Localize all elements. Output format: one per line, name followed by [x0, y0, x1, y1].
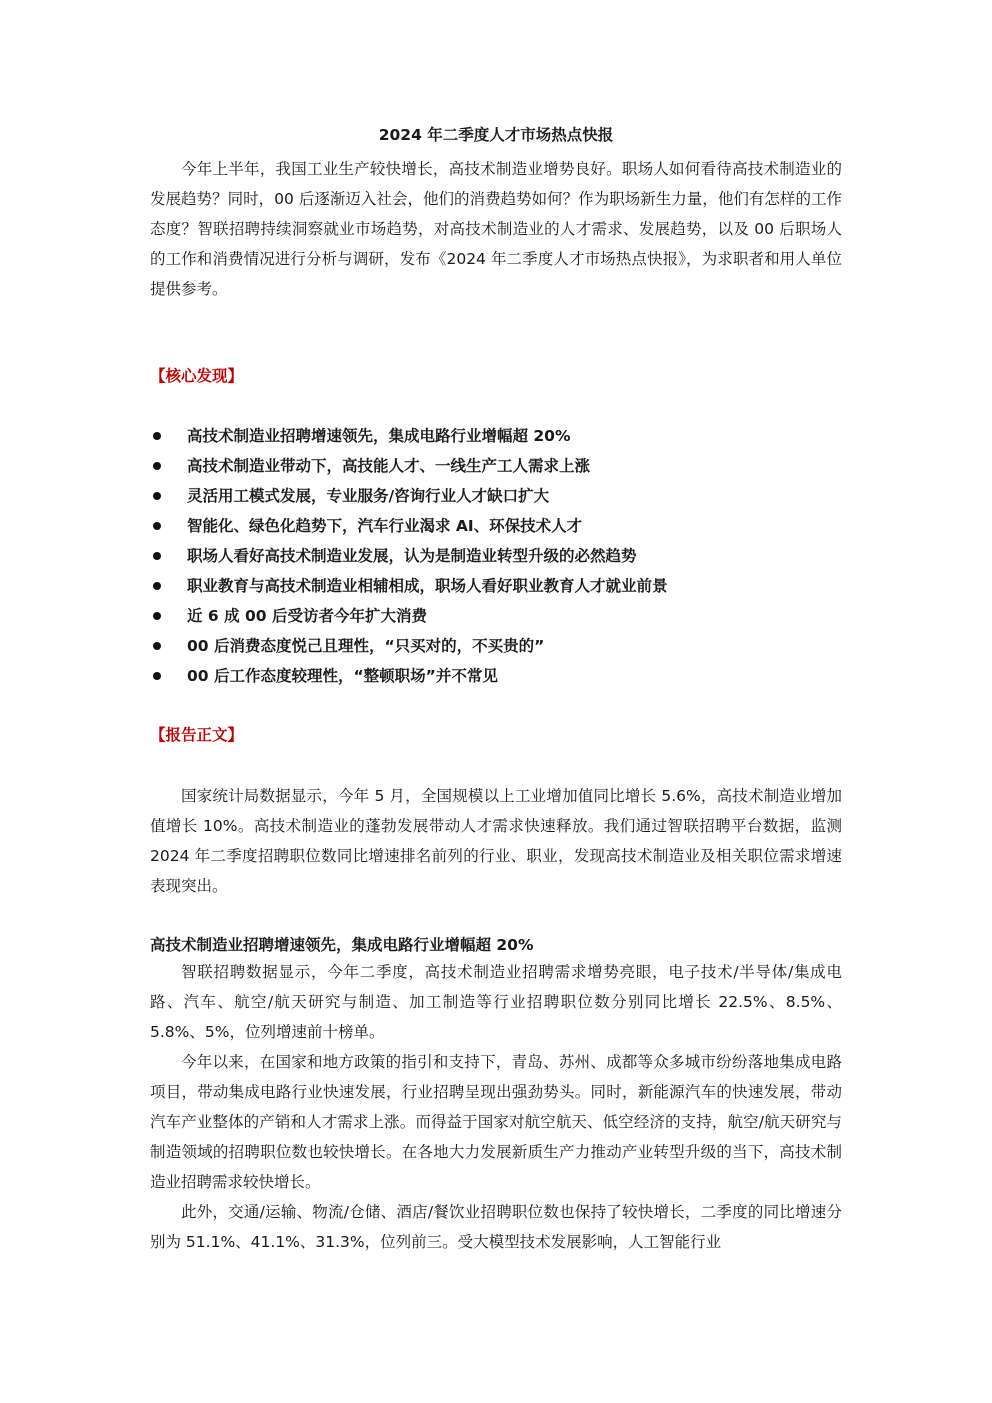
finding-item: 高技术制造业招聘增速领先，集成电路行业增幅超 20%	[150, 421, 842, 451]
bullet-icon	[153, 462, 161, 470]
body-paragraph: 今年以来，在国家和地方政策的指引和支持下，青岛、苏州、成都等众多城市纷纷落地集成电路项目，带动集成电路行业快速发展，行业招聘呈现出强劲势头。同时，新能源汽车的快速发展，带动汽车产业整体的产销和人才需求上涨。而得益于国家对航空航天、低空经济的支持，航空/航天研究与制造领域的招聘职位数也较快增长。在各地大力发展新质生产力推动产业转型升级的当下，高技术制造业招聘需求较快增长。	[150, 1053, 842, 1191]
intro-paragraph: 今年上半年，我国工业生产较快增长，高技术制造业增势良好。职场人如何看待高技术制造业的发展趋势？同时，00 后逐渐迈入社会，他们的消费趋势如何？作为职场新生力量，他们有怎样的工作态度？智联招聘持续洞察就业市场趋势，对高技术制造业的人才需求、发展趋势，以及 00 后职场人的工作和消费情况进行分析与调研，发布《2024 年二季度人才市场热点快报》，为求职者和用人单位提供参考。	[150, 160, 842, 298]
body-section-1	[150, 781, 842, 901]
document-title: 2024 年二季度人才市场热点快报	[378, 126, 614, 144]
bullet-icon	[153, 432, 161, 440]
finding-item: 00 后工作态度较理性，“整顿职场”并不常见	[150, 661, 842, 691]
finding-item: 智能化、绿色化趋势下，汽车行业渴求 AI、环保技术人才	[150, 511, 842, 541]
bullet-icon	[153, 642, 161, 650]
bullet-icon	[153, 552, 161, 560]
finding-item: 灵活用工模式发展，专业服务/咨询行业人才缺口扩大	[150, 481, 842, 511]
intro-section	[150, 154, 842, 304]
body-paragraph: 智联招聘数据显示，今年二季度，高技术制造业招聘需求增势亮眼，电子技术/半导体/集成电路、汽车、航空/航天研究与制造、加工制造等行业招聘职位数分别同比增长 22.5%、8.5%、5.8%、5%，位列增速前十榜单。	[150, 963, 842, 1041]
finding-item: 高技术制造业带动下，高技能人才、一线生产工人需求上涨	[150, 451, 842, 481]
findings-list	[150, 421, 842, 691]
finding-item: 职场人看好高技术制造业发展，认为是制造业转型升级的必然趋势	[150, 541, 842, 571]
subsection-heading: 高技术制造业招聘增速领先，集成电路行业增幅超 20%	[150, 936, 534, 954]
body-paragraph: 国家统计局数据显示，今年 5 月，全国规模以上工业增加值同比增长 5.6%，高技术制造业增加值增长 10%。高技术制造业的蓬勃发展带动人才需求快速释放。我们通过智联招聘平台数据，监测 2024 年二季度招聘职位数同比增速排名前列的行业、职业，发现高技术制造业及相关职位需求增速表现突出。	[150, 787, 842, 895]
bullet-icon	[153, 672, 161, 680]
finding-item: 近 6 成 00 后受访者今年扩大消费	[150, 601, 842, 631]
finding-item: 职业教育与高技术制造业相辅相成，职场人看好职业教育人才就业前景	[150, 571, 842, 601]
bullet-icon	[153, 612, 161, 620]
bullet-icon	[153, 582, 161, 590]
report-body-heading: 【报告正文】	[150, 726, 244, 744]
body-paragraph: 此外，交通/运输、物流/仓储、酒店/餐饮业招聘职位数也保持了较快增长，二季度的同比增速分别为 51.1%、41.1%、31.3%，位列前三。受大模型技术发展影响，人工智能行业	[150, 1203, 842, 1251]
body-section-2	[150, 957, 842, 1257]
bullet-icon	[153, 492, 161, 500]
bullet-icon	[153, 522, 161, 530]
core-findings-heading: 【核心发现】	[150, 367, 244, 385]
finding-item: 00 后消费态度悦己且理性，“只买对的，不买贵的”	[150, 631, 842, 661]
